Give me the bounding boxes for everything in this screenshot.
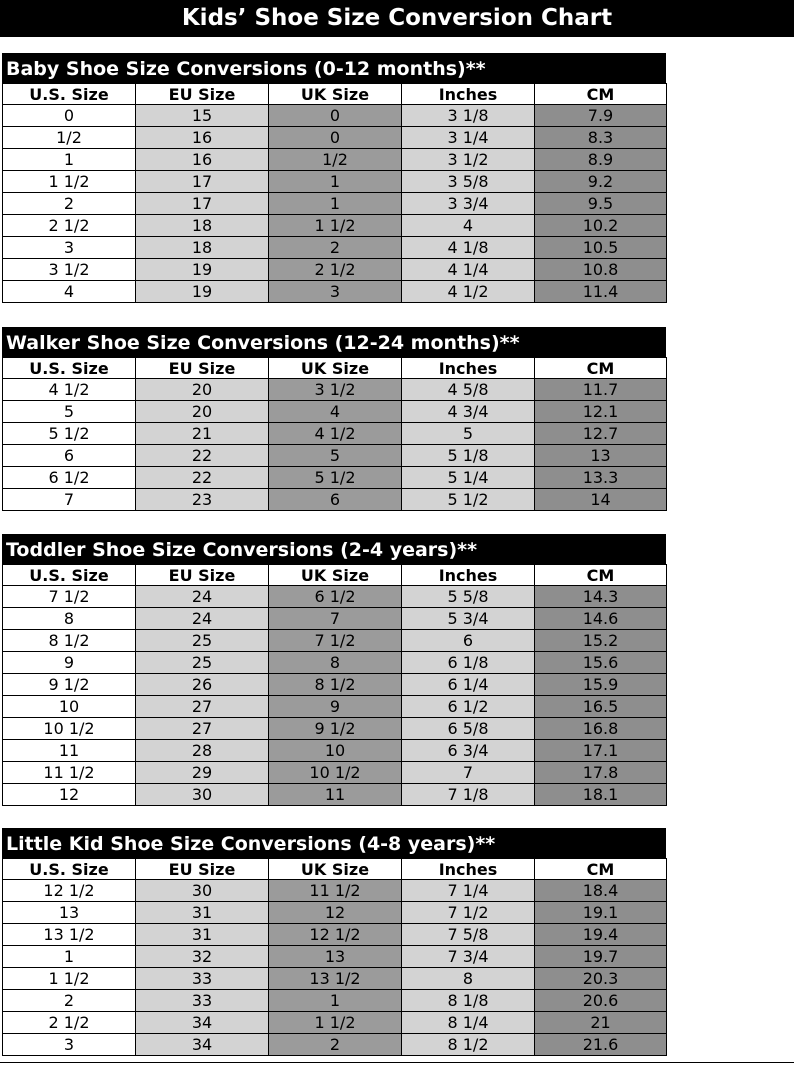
cell-eu-size: 30	[136, 784, 269, 806]
cell-cm: 15.2	[535, 630, 667, 652]
cell-us-size: 3	[3, 1034, 136, 1056]
cell-eu-size: 16	[136, 149, 269, 171]
cell-us-size: 5	[3, 401, 136, 423]
cell-cm: 8.9	[535, 149, 667, 171]
cell-inches: 3 1/2	[402, 149, 535, 171]
cell-us-size: 8	[3, 608, 136, 630]
cell-inches: 8 1/2	[402, 1034, 535, 1056]
cell-inches: 7 1/8	[402, 784, 535, 806]
cell-uk-size: 1	[269, 193, 402, 215]
table-row	[3, 237, 667, 259]
column-header-inches: Inches	[402, 84, 535, 105]
cell-cm: 21.6	[535, 1034, 667, 1056]
cell-us-size: 3 1/2	[3, 259, 136, 281]
column-header-inches: Inches	[402, 859, 535, 880]
column-header-inches: Inches	[402, 565, 535, 586]
cell-us-size: 1 1/2	[3, 171, 136, 193]
table-row	[3, 674, 667, 696]
cell-eu-size: 22	[136, 445, 269, 467]
cell-uk-size: 13 1/2	[269, 968, 402, 990]
cell-uk-size: 2 1/2	[269, 259, 402, 281]
cell-us-size: 1/2	[3, 127, 136, 149]
cell-eu-size: 19	[136, 259, 269, 281]
cell-us-size: 5 1/2	[3, 423, 136, 445]
column-header-eu-size: EU Size	[136, 565, 269, 586]
cell-eu-size: 34	[136, 1034, 269, 1056]
cell-uk-size: 3 1/2	[269, 379, 402, 401]
size-table	[2, 858, 667, 1056]
cell-inches: 6 5/8	[402, 718, 535, 740]
cell-cm: 17.8	[535, 762, 667, 784]
cell-cm: 8.3	[535, 127, 667, 149]
cell-uk-size: 0	[269, 105, 402, 127]
cell-uk-size: 8	[269, 652, 402, 674]
cell-cm: 15.9	[535, 674, 667, 696]
cell-inches: 4	[402, 215, 535, 237]
cell-us-size: 12 1/2	[3, 880, 136, 902]
cell-eu-size: 24	[136, 586, 269, 608]
size-table	[2, 83, 667, 303]
cell-eu-size: 18	[136, 237, 269, 259]
section-baby	[2, 53, 666, 303]
cell-eu-size: 15	[136, 105, 269, 127]
cell-eu-size: 33	[136, 968, 269, 990]
cell-uk-size: 3	[269, 281, 402, 303]
size-table	[2, 357, 667, 511]
cell-cm: 14.6	[535, 608, 667, 630]
cell-us-size: 9	[3, 652, 136, 674]
cell-inches: 6 1/2	[402, 696, 535, 718]
cell-uk-size: 4 1/2	[269, 423, 402, 445]
cell-eu-size: 33	[136, 990, 269, 1012]
column-header-eu-size: EU Size	[136, 859, 269, 880]
cell-uk-size: 7	[269, 608, 402, 630]
cell-uk-size: 1/2	[269, 149, 402, 171]
column-header-uk-size: UK Size	[269, 358, 402, 379]
cell-us-size: 11	[3, 740, 136, 762]
table-row	[3, 880, 667, 902]
header-row	[3, 358, 667, 379]
cell-inches: 6 3/4	[402, 740, 535, 762]
cell-inches: 6 1/4	[402, 674, 535, 696]
table-row	[3, 401, 667, 423]
section-heading: Baby Shoe Size Conversions (0-12 months)**	[2, 53, 666, 83]
cell-uk-size: 12 1/2	[269, 924, 402, 946]
cell-uk-size: 6	[269, 489, 402, 511]
cell-us-size: 1	[3, 946, 136, 968]
cell-uk-size: 6 1/2	[269, 586, 402, 608]
cell-eu-size: 17	[136, 193, 269, 215]
cell-eu-size: 31	[136, 902, 269, 924]
header-row	[3, 859, 667, 880]
cell-cm: 13	[535, 445, 667, 467]
cell-cm: 16.8	[535, 718, 667, 740]
cell-cm: 12.7	[535, 423, 667, 445]
cell-eu-size: 23	[136, 489, 269, 511]
cell-inches: 3 1/8	[402, 105, 535, 127]
section-toddler	[2, 534, 666, 806]
cell-eu-size: 21	[136, 423, 269, 445]
cell-cm: 7.9	[535, 105, 667, 127]
table-row	[3, 1034, 667, 1056]
cell-cm: 19.1	[535, 902, 667, 924]
cell-cm: 11.4	[535, 281, 667, 303]
table-row	[3, 946, 667, 968]
cell-cm: 14	[535, 489, 667, 511]
cell-us-size: 4	[3, 281, 136, 303]
cell-inches: 5 1/2	[402, 489, 535, 511]
table-row	[3, 259, 667, 281]
section-heading: Walker Shoe Size Conversions (12-24 months)**	[2, 327, 666, 357]
cell-cm: 9.2	[535, 171, 667, 193]
cell-cm: 9.5	[535, 193, 667, 215]
cell-uk-size: 7 1/2	[269, 630, 402, 652]
cell-uk-size: 5 1/2	[269, 467, 402, 489]
cell-inches: 5 3/4	[402, 608, 535, 630]
cell-inches: 5	[402, 423, 535, 445]
cell-inches: 4 1/4	[402, 259, 535, 281]
cell-us-size: 2	[3, 193, 136, 215]
cell-cm: 10.5	[535, 237, 667, 259]
table-row	[3, 718, 667, 740]
header-row	[3, 84, 667, 105]
cell-eu-size: 27	[136, 696, 269, 718]
cell-uk-size: 11 1/2	[269, 880, 402, 902]
cell-inches: 3 3/4	[402, 193, 535, 215]
cell-uk-size: 1 1/2	[269, 215, 402, 237]
cell-inches: 8	[402, 968, 535, 990]
cell-us-size: 2 1/2	[3, 215, 136, 237]
column-header-eu-size: EU Size	[136, 84, 269, 105]
cell-eu-size: 22	[136, 467, 269, 489]
cell-eu-size: 18	[136, 215, 269, 237]
column-header-uk-size: UK Size	[269, 84, 402, 105]
cell-inches: 7 1/2	[402, 902, 535, 924]
cell-uk-size: 1 1/2	[269, 1012, 402, 1034]
cell-uk-size: 0	[269, 127, 402, 149]
table-row	[3, 215, 667, 237]
cell-eu-size: 27	[136, 718, 269, 740]
cell-uk-size: 8 1/2	[269, 674, 402, 696]
cell-us-size: 1 1/2	[3, 968, 136, 990]
cell-uk-size: 11	[269, 784, 402, 806]
cell-inches: 5 1/4	[402, 467, 535, 489]
cell-inches: 4 3/4	[402, 401, 535, 423]
cell-cm: 13.3	[535, 467, 667, 489]
table-row	[3, 652, 667, 674]
cell-us-size: 4 1/2	[3, 379, 136, 401]
cell-uk-size: 10	[269, 740, 402, 762]
cell-eu-size: 28	[136, 740, 269, 762]
cell-eu-size: 16	[136, 127, 269, 149]
cell-cm: 18.1	[535, 784, 667, 806]
cell-us-size: 10 1/2	[3, 718, 136, 740]
column-header-cm: CM	[535, 565, 667, 586]
cell-inches: 7	[402, 762, 535, 784]
cell-us-size: 12	[3, 784, 136, 806]
table-row	[3, 924, 667, 946]
cell-us-size: 1	[3, 149, 136, 171]
header-row	[3, 565, 667, 586]
cell-cm: 15.6	[535, 652, 667, 674]
cell-us-size: 2 1/2	[3, 1012, 136, 1034]
cell-eu-size: 24	[136, 608, 269, 630]
column-header-eu-size: EU Size	[136, 358, 269, 379]
column-header-us-size: U.S. Size	[3, 84, 136, 105]
cell-us-size: 3	[3, 237, 136, 259]
cell-eu-size: 19	[136, 281, 269, 303]
cell-inches: 8 1/8	[402, 990, 535, 1012]
table-row	[3, 127, 667, 149]
cell-eu-size: 20	[136, 401, 269, 423]
table-row	[3, 193, 667, 215]
table-row	[3, 489, 667, 511]
cell-us-size: 10	[3, 696, 136, 718]
cell-us-size: 6	[3, 445, 136, 467]
table-row	[3, 762, 667, 784]
size-table	[2, 564, 667, 806]
cell-uk-size: 1	[269, 990, 402, 1012]
cell-uk-size: 4	[269, 401, 402, 423]
cell-inches: 6 1/8	[402, 652, 535, 674]
table-row	[3, 784, 667, 806]
cell-uk-size: 1	[269, 171, 402, 193]
table-row	[3, 902, 667, 924]
cell-eu-size: 29	[136, 762, 269, 784]
cell-inches: 3 1/4	[402, 127, 535, 149]
table-row	[3, 968, 667, 990]
column-header-inches: Inches	[402, 358, 535, 379]
table-row	[3, 608, 667, 630]
table-row	[3, 696, 667, 718]
cell-us-size: 8 1/2	[3, 630, 136, 652]
cell-us-size: 11 1/2	[3, 762, 136, 784]
table-row	[3, 445, 667, 467]
table-row	[3, 990, 667, 1012]
cell-uk-size: 10 1/2	[269, 762, 402, 784]
cell-us-size: 7	[3, 489, 136, 511]
cell-cm: 20.6	[535, 990, 667, 1012]
cell-inches: 7 3/4	[402, 946, 535, 968]
cell-us-size: 6 1/2	[3, 467, 136, 489]
cell-uk-size: 9 1/2	[269, 718, 402, 740]
cell-inches: 4 5/8	[402, 379, 535, 401]
table-row	[3, 630, 667, 652]
table-row	[3, 740, 667, 762]
cell-eu-size: 34	[136, 1012, 269, 1034]
cell-eu-size: 31	[136, 924, 269, 946]
cell-uk-size: 9	[269, 696, 402, 718]
section-little-kid	[2, 828, 666, 1056]
table-row	[3, 149, 667, 171]
cell-cm: 18.4	[535, 880, 667, 902]
table-row	[3, 1012, 667, 1034]
cell-uk-size: 12	[269, 902, 402, 924]
cell-eu-size: 26	[136, 674, 269, 696]
cell-eu-size: 25	[136, 652, 269, 674]
cell-us-size: 7 1/2	[3, 586, 136, 608]
cell-cm: 14.3	[535, 586, 667, 608]
table-row	[3, 379, 667, 401]
cell-eu-size: 17	[136, 171, 269, 193]
column-header-us-size: U.S. Size	[3, 565, 136, 586]
table-row	[3, 467, 667, 489]
cell-cm: 11.7	[535, 379, 667, 401]
column-header-cm: CM	[535, 859, 667, 880]
cell-cm: 17.1	[535, 740, 667, 762]
cell-inches: 7 5/8	[402, 924, 535, 946]
divider	[0, 1062, 794, 1063]
section-heading: Toddler Shoe Size Conversions (2-4 years)**	[2, 534, 666, 564]
cell-cm: 10.8	[535, 259, 667, 281]
cell-inches: 3 5/8	[402, 171, 535, 193]
table-row	[3, 171, 667, 193]
cell-us-size: 13	[3, 902, 136, 924]
cell-us-size: 13 1/2	[3, 924, 136, 946]
cell-cm: 16.5	[535, 696, 667, 718]
cell-us-size: 2	[3, 990, 136, 1012]
cell-inches: 5 5/8	[402, 586, 535, 608]
page-title: Kids’ Shoe Size Conversion Chart	[0, 0, 794, 37]
section-walker	[2, 327, 666, 511]
cell-cm: 21	[535, 1012, 667, 1034]
table-row	[3, 423, 667, 445]
table-row	[3, 586, 667, 608]
table-row	[3, 281, 667, 303]
cell-eu-size: 32	[136, 946, 269, 968]
column-header-us-size: U.S. Size	[3, 358, 136, 379]
cell-cm: 20.3	[535, 968, 667, 990]
cell-uk-size: 13	[269, 946, 402, 968]
cell-inches: 8 1/4	[402, 1012, 535, 1034]
cell-uk-size: 2	[269, 1034, 402, 1056]
cell-cm: 12.1	[535, 401, 667, 423]
cell-cm: 19.4	[535, 924, 667, 946]
cell-us-size: 0	[3, 105, 136, 127]
cell-cm: 19.7	[535, 946, 667, 968]
column-header-us-size: U.S. Size	[3, 859, 136, 880]
table-row	[3, 105, 667, 127]
cell-inches: 4 1/2	[402, 281, 535, 303]
cell-inches: 4 1/8	[402, 237, 535, 259]
cell-inches: 6	[402, 630, 535, 652]
section-heading: Little Kid Shoe Size Conversions (4-8 years)**	[2, 828, 666, 858]
column-header-cm: CM	[535, 84, 667, 105]
cell-eu-size: 25	[136, 630, 269, 652]
cell-uk-size: 5	[269, 445, 402, 467]
cell-us-size: 9 1/2	[3, 674, 136, 696]
cell-inches: 5 1/8	[402, 445, 535, 467]
cell-inches: 7 1/4	[402, 880, 535, 902]
cell-eu-size: 30	[136, 880, 269, 902]
column-header-uk-size: UK Size	[269, 565, 402, 586]
cell-uk-size: 2	[269, 237, 402, 259]
cell-eu-size: 20	[136, 379, 269, 401]
cell-cm: 10.2	[535, 215, 667, 237]
column-header-uk-size: UK Size	[269, 859, 402, 880]
column-header-cm: CM	[535, 358, 667, 379]
